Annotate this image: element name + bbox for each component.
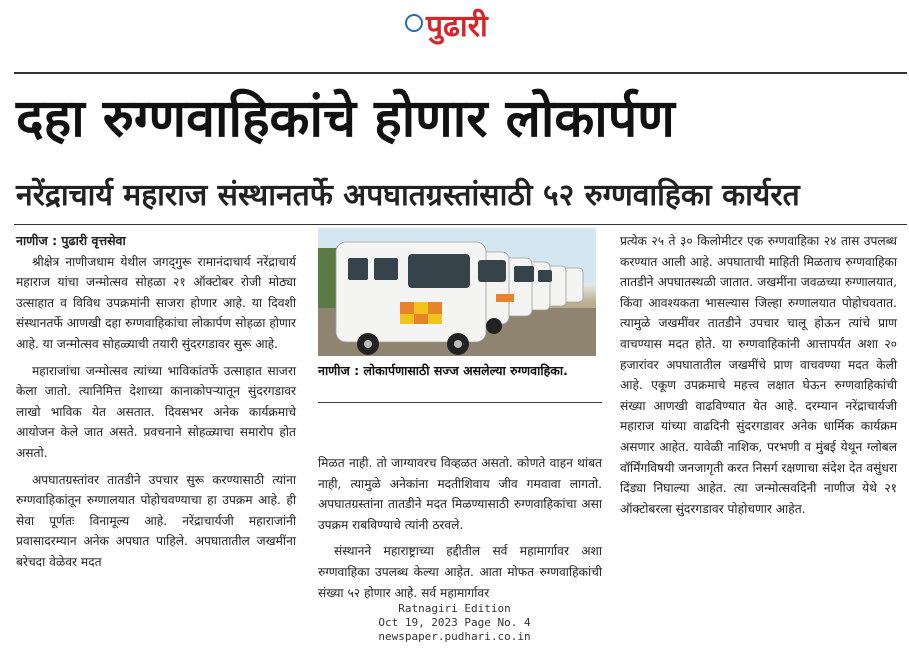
edition-date-page: Oct 19, 2023 Page No. 4 xyxy=(378,616,531,629)
masthead xyxy=(0,8,909,56)
emblem-icon xyxy=(405,14,423,32)
article-column-2 xyxy=(318,453,602,609)
edition-footer xyxy=(0,602,909,644)
ambulance-illustration xyxy=(318,228,596,356)
paragraph: महाराजांचा जन्मोत्सव त्यांच्या भाविकांतर्फे उत्साहात साजरा केला जातो. त्यानिमित्त देशाच्या कानाकोपऱ्यातून सुंदरगडावर लाखो भाविक येत असतात. दिवसभर अनेक कार्यक्रमाचे आयोजन केले जात असते. प्रवचनाने सोहळ्याचा समारोप होत असतो. xyxy=(16,363,296,460)
headline: दहा रुग्णवाहिकांचे होणार लोकार्पण xyxy=(16,89,675,149)
photo-caption: नाणीज : लोकार्पणासाठी सज्ज असलेल्या रुग्णवाहिका. xyxy=(318,363,568,378)
caption-rule xyxy=(318,402,602,403)
logo-text: पुढारी xyxy=(426,9,488,44)
top-rule xyxy=(14,72,907,74)
paragraph: मिळत नाही. तो जाग्यावरच विव्हळत असतो. कोणते वाहन थांबत नाही, त्यामुळे अनेकांना मदतीशिवाय जीव गमवावा लागतो. अपघातग्रस्तांना तातडीने मदत मिळण्यासाठी रुग्णवाहिकांचा असा उपक्रम राबविण्याचे त्यांनी ठरवले. xyxy=(318,456,602,532)
paragraph: श्रीक्षेत्र नाणीजधाम येथील जगद्‌गुरू रामानंदाचार्य नरेंद्राचार्य महाराज यांचा जन्मोत्सव सोहळा २१ ऑक्टोबर रोजी मोठ्या उत्साहात व विविध उपक्रमांनी साजरा होणार आहे. या दिवशी संस्थानतर्फे आणखी दहा रुग्णवाहिकांचा लोकार्पण सोहळा होणार आहे. या जन्मोत्सव सोहळ्याची तयारी सुंदरगडावर सुरू आहे. xyxy=(16,254,296,351)
ambulance-photo xyxy=(318,228,596,356)
edition-name: Ratnagiri Edition xyxy=(398,602,511,615)
paragraph: अपघातग्रस्तांवर तातडीने उपचार सुरू करण्यासाठी त्यांना रुग्णवाहिकांतून रुग्णालयात पोहोचवण्याचा हा उपक्रम आहे. ही सेवा पूर्णतः विनामूल्य आहे. नरेंद्राचार्यजी महाराजांनी प्रवासादरम्यान अनेक अपघात पाहिले. अपघातातील जखमींना बरेचदा वेळेवर मदत xyxy=(16,472,296,569)
subheadline: नरेंद्राचार्य महाराज संस्थानतर्फे अपघातग्रस्तांसाठी ५२ रुग्णवाहिका कार्यरत xyxy=(16,178,800,213)
article-column-3 xyxy=(620,231,897,525)
edition-site-link[interactable]: newspaper.pudhari.co.in xyxy=(378,630,531,643)
headline-rule xyxy=(14,224,907,225)
pudhari-logo[interactable] xyxy=(405,10,488,44)
paragraph: प्रत्येक २५ ते ३० किलोमीटर एक रुग्णवाहिका २४ तास उपलब्ध करण्यात आली आहे. अपघाताची माहिती मिळताच रुग्णवाहिका तातडीने अपघातस्थळी जातात. जखमींना जवळच्या रुग्णालयात, किंवा आवश्यकता भासल्यास जिल्हा रुग्णालयात पोहोचवतात. त्यामुळे जखमींवर तातडीने उपचार चालू होऊन त्यांचे प्राण वाचण्यास मदत होते. या रुग्णवाहिकांनी आत्तापर्यंत अशा २० हजारांवर अपघातातील जखमींचे प्राण वाचवण्या मदत केली आहे. एकूण उपक्रमाचे महत्त्व लक्षात घेऊन रुग्णवाहिकांची संख्या आणखी वाढविण्यात येत आहे. दरम्यान नरेंद्राचार्यजी महाराज यांच्या वाढदिनी सुंदरगडावर अनेक धार्मिक कार्यक्रम असणार आहेत. यावेळी नाशिक, परभणी व मुंबई येथून ग्लोबल वॉर्मिंगविषयी जनजागृती करत निसर्ग रक्षणाचा संदेश देत वसुंधरा दिंड्या निघाल्या आहेत. त्या जन्मोत्सवदिनी नाणीज येथे २१ ऑक्टोबरला सुंदरगडावर पोहोचणार आहेत. xyxy=(620,234,897,516)
dateline: नाणीज : पुढारी वृत्तसेवा xyxy=(16,233,126,248)
article-column-1 xyxy=(16,231,296,579)
paragraph: संस्थानने महाराष्ट्राच्या हद्दीतील सर्व महामार्गावर अशा रुग्णवाहिका उपलब्ध केल्या आहेत. आता मोफत रुग्णवाहिकांची संख्या ५२ होणार आहे. सर्व महामार्गावर xyxy=(318,544,602,600)
